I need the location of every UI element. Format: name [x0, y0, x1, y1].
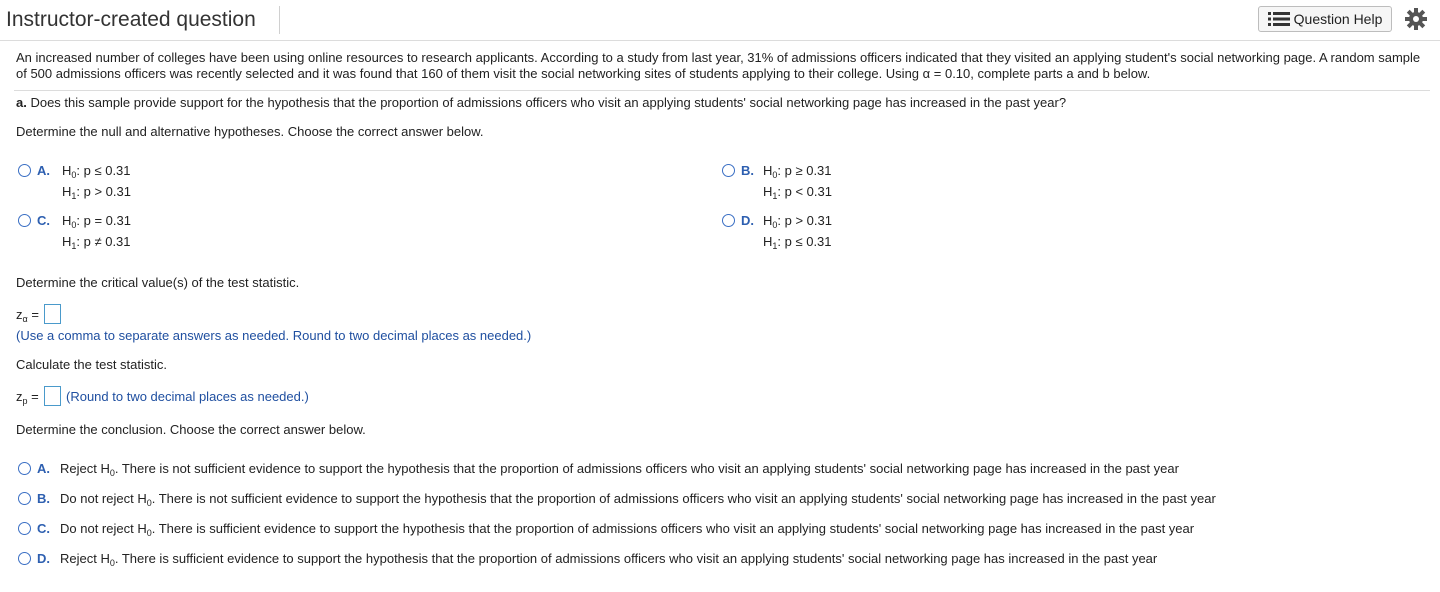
option-letter: C. [37, 213, 50, 228]
option-letter: A. [37, 163, 50, 178]
radio-conclusion-b[interactable] [18, 492, 31, 505]
intro-line-2: of 500 admissions officers was recently selected and it was found that 160 of them visit the social networking sites of students applying to their college. Using α = 0.10, complete parts a and b below. [16, 66, 1151, 81]
intro-line-1: An increased number of colleges have been using online resources to research applicants. According to a study from last year, 31% of admissions officers indicated that they visited an applying student's social networking page. A random sample [16, 50, 1421, 65]
option-h1: $H_1$: p ≠ 0.31 [62, 234, 131, 251]
test-stat-hint: (Round to two decimal places as needed.) [66, 389, 309, 404]
critical-instruction: Determine the critical value(s) of the test statistic. [16, 275, 300, 290]
conclusion-instruction: Determine the conclusion. Choose the correct answer below. [16, 422, 366, 437]
test-stat-label: $z_p$ = [16, 389, 39, 406]
radio-conclusion-c[interactable] [18, 522, 31, 535]
header-bar [0, 0, 1440, 41]
radio-d[interactable] [722, 214, 735, 227]
option-h0: $H_0$: p ≥ 0.31 [763, 163, 832, 180]
conclusion-option-d[interactable] [18, 551, 1418, 569]
test-stat-input[interactable] [44, 386, 61, 406]
option-h0: $H_0$: p > 0.31 [763, 213, 832, 230]
critical-value-input[interactable] [44, 304, 61, 324]
question-help-button[interactable] [1258, 6, 1392, 32]
option-letter: B. [37, 491, 50, 506]
critical-hint: (Use a comma to separate answers as needed. Round to two decimal places as needed.) [16, 328, 532, 343]
option-text: Do not reject $H_0$. There is not sufficient evidence to support the hypothesis that the proportion of admissions officers who visit an applying students' social networking page has increased in the past year [60, 491, 1216, 508]
option-h1: $H_1$: p < 0.31 [763, 184, 832, 201]
test-stat-instruction: Calculate the test statistic. [16, 357, 168, 372]
part-a-text: Does this sample provide support for the hypothesis that the proportion of admissions officers who visit an applying students' social networking page has increased in the past year? [26, 95, 1067, 110]
divider [14, 90, 1430, 91]
option-h0: $H_0$: p ≤ 0.31 [62, 163, 131, 180]
conclusion-option-b[interactable] [18, 491, 1418, 509]
page-title: Instructor-created question [6, 8, 256, 31]
option-letter: B. [741, 163, 754, 178]
option-h1: $H_1$: p > 0.31 [62, 184, 131, 201]
radio-conclusion-d[interactable] [18, 552, 31, 565]
option-letter: C. [37, 521, 50, 536]
list-icon [1268, 12, 1290, 26]
critical-label: $z_\alpha$ = [16, 307, 39, 324]
radio-c[interactable] [18, 214, 31, 227]
option-letter: D. [37, 551, 50, 566]
conclusion-option-c[interactable] [18, 521, 1418, 539]
hypotheses-instruction: Determine the null and alternative hypotheses. Choose the correct answer below. [16, 124, 484, 139]
part-a-label: a. [16, 95, 27, 110]
option-text: Do not reject $H_0$. There is sufficient evidence to support the hypothesis that the proportion of admissions officers who visit an applying students' social networking page has increased in the past year [60, 521, 1195, 538]
option-text: Reject $H_0$. There is not sufficient evidence to support the hypothesis that the proportion of admissions officers who visit an applying students' social networking page has increased in the past year [60, 461, 1179, 478]
conclusion-option-a[interactable] [18, 461, 1418, 479]
option-letter: A. [37, 461, 50, 476]
radio-conclusion-a[interactable] [18, 462, 31, 475]
part-a-question [16, 95, 1066, 111]
option-h0: $H_0$: p = 0.31 [62, 213, 131, 230]
title-divider [279, 6, 280, 34]
radio-b[interactable] [722, 164, 735, 177]
option-h1: $H_1$: p ≤ 0.31 [763, 234, 832, 251]
radio-a[interactable] [18, 164, 31, 177]
option-letter: D. [741, 213, 754, 228]
option-text: Reject $H_0$. There is sufficient evidence to support the hypothesis that the proportion of admissions officers who visit an applying students' social networking page has increased in the past year [60, 551, 1158, 568]
gear-icon[interactable] [1404, 7, 1428, 31]
question-help-label: Question Help [1293, 11, 1383, 27]
